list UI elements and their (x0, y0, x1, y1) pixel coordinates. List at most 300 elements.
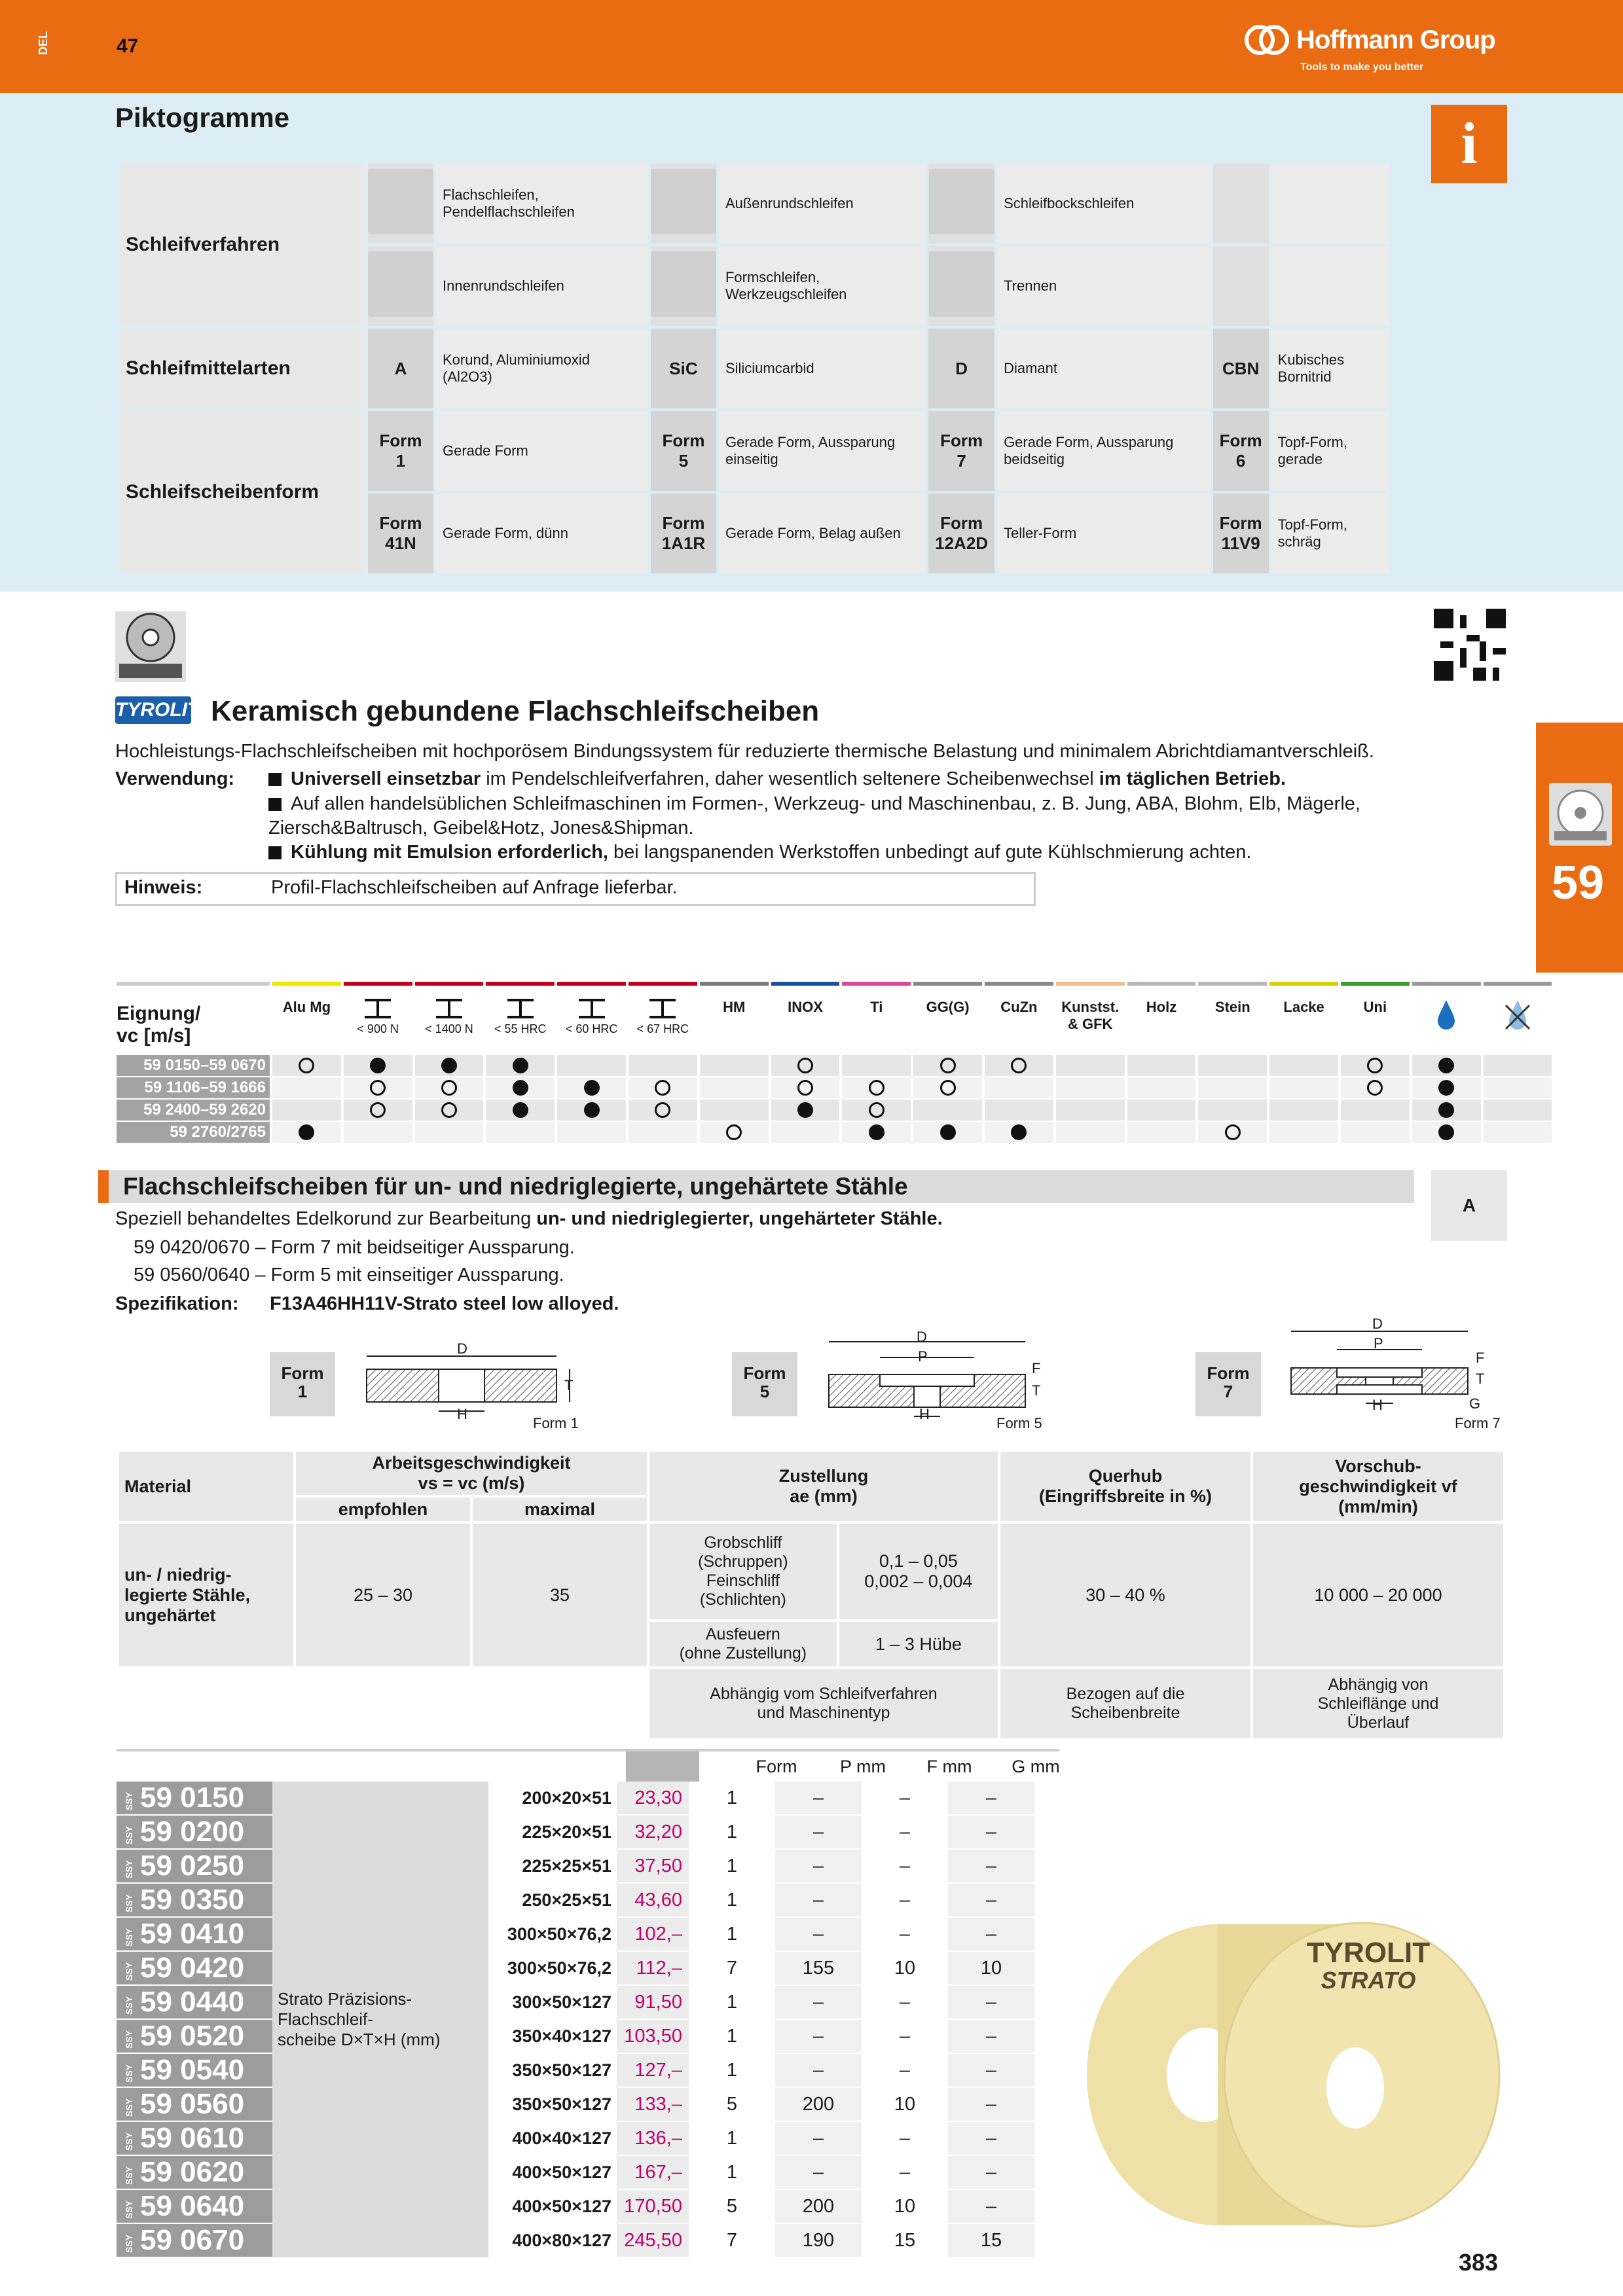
column-sub: < 1400 N (425, 1022, 473, 1035)
suitability-row (117, 1122, 1506, 1144)
suitability-cell (1056, 1077, 1125, 1098)
suitability-column (913, 982, 982, 1051)
suitability-cell (1198, 1055, 1267, 1076)
series-tag: SSY (124, 2234, 134, 2253)
suitability-row-label: 59 2400–59 2620 (117, 1100, 270, 1121)
suitability-cell (1269, 1055, 1338, 1076)
chapter-number: 47 (117, 35, 139, 57)
suitability-cell (1056, 1055, 1125, 1076)
bullet-icon (268, 798, 282, 811)
cell-text: Gerade Form, Aussparung beidseitig (996, 410, 1212, 492)
suitability-cell (842, 1122, 911, 1143)
series-tag: SSY (124, 2030, 134, 2049)
suitability-cell (1198, 1100, 1267, 1121)
cell-text: Gerade Form, Belag außen (718, 492, 927, 575)
suitability-cell (700, 1100, 769, 1121)
form-caption: Form 5 (996, 1415, 1042, 1431)
article-row[interactable] (117, 1883, 1034, 1917)
suitability-column (1412, 982, 1481, 1051)
brand-name: Hoffmann Group (1296, 25, 1495, 54)
cell-text: Außenrundschleifen (718, 162, 927, 245)
suitable-mark (1438, 1058, 1454, 1073)
suitable-mark (797, 1102, 813, 1118)
column-sub: < 900 N (357, 1022, 399, 1035)
suitability-cell (1484, 1100, 1552, 1121)
article-f: – (862, 2121, 948, 2155)
cell-text: Siliciumcarbid (718, 327, 927, 410)
suitability-row-label: 59 0150–59 0670 (117, 1055, 270, 1076)
suitability-cell (272, 1077, 341, 1098)
article-form: 1 (689, 2121, 775, 2155)
article-price: 102,– (617, 1917, 689, 1951)
suitability-cell (913, 1100, 982, 1121)
chapter-tab[interactable] (1536, 723, 1623, 973)
article-dimensions: 300×50×76,2 (488, 1917, 617, 1951)
suitable-mark (1438, 1102, 1454, 1118)
cell-text: Innenrundschleifen (435, 245, 649, 327)
article-dimensions: 225×20×51 (488, 1815, 617, 1849)
article-price: 170,50 (617, 2189, 689, 2223)
suitability-column (1198, 982, 1267, 1051)
column-name: CuZn (1000, 999, 1038, 1015)
dim-label: D (917, 1329, 927, 1345)
brand-logo-icon (1244, 24, 1290, 56)
article-price: 37,50 (617, 1849, 689, 1883)
article-number (117, 2155, 272, 2189)
article-row[interactable] (117, 1815, 1034, 1849)
form-code: Form 5 (649, 410, 718, 492)
article-f: 10 (862, 2087, 948, 2121)
partially-suitable-mark (1225, 1124, 1241, 1140)
article-col-header: F mm (926, 1757, 972, 1776)
suitability-row-label: 59 2760/2765 (117, 1122, 270, 1143)
dim-label: G (1469, 1395, 1481, 1412)
partially-suitable-mark (940, 1080, 956, 1096)
article-row[interactable] (117, 2053, 1034, 2087)
info-icon: i (1431, 105, 1507, 183)
brand-logo (1244, 24, 1495, 56)
price-header (626, 1751, 699, 1782)
parameter-table (117, 1449, 1506, 1741)
usage-bullet: Universell einsetzbar im Pendelschleifverfahren, daher wesentlich seltenere Scheibenwechsel im täglichen Betrieb. (268, 767, 1395, 791)
suitable-mark (940, 1124, 956, 1140)
suitability-cell (771, 1122, 840, 1143)
partially-suitable-mark (726, 1124, 742, 1140)
empty-icon (1212, 162, 1270, 245)
article-table (117, 1782, 1034, 2258)
series-tag: SSY (124, 2098, 134, 2117)
partially-suitable-mark (299, 1058, 314, 1073)
article-f: – (862, 1849, 948, 1883)
suitability-cell (1484, 1055, 1552, 1076)
suitable-mark (1438, 1080, 1454, 1096)
suitability-cell (1484, 1077, 1552, 1098)
suitability-cell (557, 1100, 626, 1121)
column-name: GG(G) (926, 999, 970, 1015)
column-sub: < 55 HRC (494, 1022, 547, 1035)
article-p: – (775, 1883, 862, 1917)
dim-label: P (1374, 1335, 1383, 1352)
form-code: Form 41N (367, 492, 435, 575)
suitability-cell (486, 1055, 555, 1076)
suitability-cell (629, 1122, 697, 1143)
language-code: DEL (37, 31, 50, 55)
row-label: Schleifscheibenform (118, 410, 367, 575)
article-number-text: 59 0410 (140, 1918, 245, 1950)
article-g: – (948, 2155, 1034, 2189)
article-price: 91,50 (617, 1985, 689, 2019)
series-tag: SSY (124, 1962, 134, 1981)
series-tag: SSY (124, 1792, 134, 1811)
suitable-mark (299, 1124, 314, 1140)
suitability-column (415, 982, 484, 1051)
article-dimensions: 200×20×51 (488, 1782, 617, 1815)
suitability-cell (985, 1055, 1053, 1076)
article-g: – (948, 1815, 1034, 1849)
form-grinding-icon (649, 245, 718, 327)
article-number-text: 59 0440 (140, 1986, 245, 2018)
article-number (117, 2087, 272, 2121)
suitable-mark (869, 1124, 884, 1140)
article-row[interactable] (117, 2121, 1034, 2155)
article-form: 7 (689, 1951, 775, 1985)
partially-suitable-mark (797, 1080, 813, 1096)
param-header: empfohlen (295, 1496, 471, 1522)
abrasive-badge: A (1431, 1170, 1507, 1241)
suitability-cell (1127, 1122, 1196, 1143)
article-number (117, 2019, 272, 2053)
partially-suitable-mark (655, 1102, 670, 1118)
suitable-mark (513, 1102, 528, 1118)
dry-grinding-icon (1484, 999, 1552, 1035)
form-5-diagram (822, 1329, 1058, 1427)
form-caption: Form 7 (1455, 1415, 1501, 1431)
hint-text: Profil-Flachschleifscheiben auf Anfrage lieferbar. (271, 877, 678, 898)
column-name: Ti (870, 999, 883, 1015)
article-top-rule (117, 1749, 1059, 1751)
article-number (117, 1815, 272, 1849)
article-dimensions: 300×50×76,2 (488, 1951, 617, 1985)
article-f: – (862, 2155, 948, 2189)
article-number-text: 59 0610 (140, 2122, 245, 2154)
partially-suitable-mark (869, 1080, 884, 1096)
suitable-mark (584, 1102, 600, 1118)
suitability-cell (1484, 1122, 1552, 1143)
cell-text: Topf-Form, schräg (1270, 492, 1391, 575)
suitability-column (1127, 982, 1196, 1051)
cell-text: Kubisches Bornitrid (1270, 327, 1391, 410)
article-price: 167,– (617, 2155, 689, 2189)
cell-text: Flachschleifen, Pendelflachschleifen (435, 162, 649, 245)
suitability-column (842, 982, 911, 1051)
suitability-cell (771, 1055, 840, 1076)
row-label: Schleifmittelarten (118, 327, 367, 410)
row-label: Schleifverfahren (118, 162, 367, 327)
suitability-cell (1341, 1100, 1410, 1121)
param-note: Abhängig von Schleiflänge und Überlauf (1252, 1668, 1504, 1740)
series-tag: SSY (124, 1928, 134, 1947)
article-number-text: 59 0350 (140, 1884, 245, 1916)
param-value: 35 (471, 1522, 648, 1668)
article-row[interactable] (117, 1917, 1034, 1951)
usage-label: Verwendung: (115, 768, 235, 789)
article-g: – (948, 2121, 1034, 2155)
abrasive-code: A (367, 327, 435, 410)
steel-beam-icon (344, 999, 412, 1022)
suitability-column (1056, 982, 1125, 1051)
article-dimensions: 400×80×127 (488, 2223, 617, 2257)
suitability-column (557, 982, 626, 1051)
dim-label: P (918, 1348, 928, 1365)
steel-beam-icon (415, 999, 484, 1022)
article-number-text: 59 0420 (140, 1952, 245, 1984)
article-p: – (775, 2155, 862, 2189)
article-g: 10 (948, 1951, 1034, 1985)
form-code: Form 7 (927, 410, 996, 492)
article-g: 15 (948, 2223, 1034, 2257)
suitable-mark (370, 1058, 386, 1073)
cell-text: Korund, Aluminiumoxid (Al2O3) (435, 327, 649, 410)
column-name: Lacke (1283, 999, 1324, 1015)
partially-suitable-mark (1011, 1058, 1027, 1073)
suitability-cell (1198, 1122, 1267, 1143)
column-name: Uni (1363, 999, 1387, 1015)
suitability-label-line: Eignung/ (117, 1003, 201, 1024)
suitability-label-line: vc [m/s] (117, 1025, 191, 1047)
cell-text: Topf-Form, gerade (1270, 410, 1391, 492)
article-dimensions: 400×40×127 (488, 2121, 617, 2155)
param-value: un- / niedrig- legierte Stähle, ungehärtet (118, 1522, 295, 1668)
steel-beam-icon (629, 999, 697, 1022)
empty-icon (1212, 245, 1270, 327)
suitable-mark (513, 1058, 528, 1073)
column-name: Alu Mg (282, 999, 331, 1015)
article-number-text: 59 0560 (140, 2088, 245, 2120)
suitability-cell (1198, 1077, 1267, 1098)
article-dimensions: 350×50×127 (488, 2087, 617, 2121)
suitability-cell (629, 1100, 697, 1121)
article-form: 1 (689, 1815, 775, 1849)
article-row[interactable] (117, 1951, 1034, 1985)
cutting-icon (927, 245, 996, 327)
suitability-cell (700, 1077, 769, 1098)
suitability-column (629, 982, 697, 1051)
suitability-cell (985, 1100, 1053, 1121)
article-row[interactable] (117, 2019, 1034, 2053)
article-p: 190 (775, 2223, 862, 2257)
suitability-cell (700, 1055, 769, 1076)
article-p: – (775, 1985, 862, 2019)
form-badge: Form 5 (732, 1352, 797, 1416)
form-badge: Form 1 (270, 1352, 335, 1416)
article-p: – (775, 1849, 862, 1883)
article-f: 15 (862, 2223, 948, 2257)
partially-suitable-mark (441, 1080, 457, 1096)
cell-text: Gerade Form, dünn (435, 492, 649, 575)
flat-grinding-icon (115, 611, 186, 682)
partially-suitable-mark (1367, 1058, 1383, 1073)
form-badge: Form 7 (1195, 1352, 1261, 1416)
usage-bullet: Kühlung mit Emulsion erforderlich, bei langspanenden Werkstoffen unbedingt auf gute Kühlschmierung achten. (268, 840, 1395, 865)
article-row[interactable] (117, 1985, 1034, 2019)
form-code: Form 1A1R (649, 492, 718, 575)
article-p: – (775, 2121, 862, 2155)
suitability-cell (272, 1055, 341, 1076)
suitability-column (985, 982, 1053, 1051)
suitability-cell (1341, 1122, 1410, 1143)
dim-label: T (1032, 1382, 1041, 1399)
article-number (117, 1917, 272, 1951)
abrasive-code: SiC (649, 327, 718, 410)
article-form: 1 (689, 1849, 775, 1883)
article-price: 32,20 (617, 1815, 689, 1849)
series-tag: SSY (124, 2166, 134, 2185)
article-form: 5 (689, 2189, 775, 2223)
qr-code-icon[interactable] (1434, 609, 1506, 681)
article-price: 103,50 (617, 2019, 689, 2053)
section-intro: Speziell behandeltes Edelkorund zur Bearbeitung un- und niedriglegierter, ungehärteter Stähle. (115, 1208, 943, 1229)
article-number (117, 1782, 272, 1815)
article-p: – (775, 2053, 862, 2087)
article-f: – (862, 1985, 948, 2019)
param-header: maximal (471, 1496, 648, 1522)
param-note: Abhängig vom Schleifverfahren und Maschinentyp (648, 1668, 999, 1740)
article-number-text: 59 0150 (140, 1782, 245, 1814)
hint-label: Hinweis: (124, 877, 203, 898)
article-number-text: 59 0620 (140, 2156, 245, 2188)
article-row[interactable] (117, 1782, 1034, 1815)
partially-suitable-mark (1367, 1080, 1383, 1096)
suitability-cell (1056, 1100, 1125, 1121)
article-g: – (948, 1883, 1034, 1917)
product-photo (1074, 1878, 1519, 2245)
suitability-cell (272, 1100, 341, 1121)
param-value: 25 – 30 (295, 1522, 471, 1668)
series-tag: SSY (124, 2132, 134, 2151)
dim-label: H (919, 1406, 930, 1422)
suitability-cell (629, 1055, 697, 1076)
param-header: Arbeitsgeschwindigkeit vs = vc (m/s) (295, 1450, 648, 1496)
param-value: 1 – 3 Hübe (838, 1621, 999, 1668)
article-dimensions: 225×25×51 (488, 1849, 617, 1883)
pictogram-title: Piktogramme (115, 102, 290, 133)
suitability-cell (985, 1122, 1053, 1143)
column-sub: < 60 HRC (565, 1022, 618, 1035)
suitability-cell (985, 1077, 1053, 1098)
suitability-cell (913, 1077, 982, 1098)
article-number-text: 59 0640 (140, 2190, 245, 2222)
dim-label: F (1032, 1360, 1041, 1376)
suitability-column (486, 982, 555, 1051)
article-price: 112,– (617, 1951, 689, 1985)
article-number (117, 2189, 272, 2223)
article-g: – (948, 1917, 1034, 1951)
article-dimensions: 400×50×127 (488, 2155, 617, 2189)
form-code: Form 11V9 (1212, 492, 1270, 575)
dim-label: T (1476, 1371, 1485, 1387)
article-price: 136,– (617, 2121, 689, 2155)
series-tag: SSY (124, 1826, 134, 1845)
suitability-cell (486, 1100, 555, 1121)
article-number (117, 1951, 272, 1985)
external-cylindrical-icon (649, 162, 718, 245)
article-row[interactable] (117, 2223, 1034, 2257)
suitable-mark (1011, 1124, 1027, 1140)
suitability-cell (771, 1100, 840, 1121)
form-code: Form 12A2D (927, 492, 996, 575)
article-dimensions: 250×25×51 (488, 1883, 617, 1917)
suitability-cell (1269, 1122, 1338, 1143)
suitability-cell (344, 1100, 412, 1121)
form-caption: Form 1 (533, 1415, 579, 1431)
form-code: Form 1 (367, 410, 435, 492)
article-row[interactable] (117, 2155, 1034, 2189)
column-name: Kunstst. & GFK (1061, 999, 1120, 1032)
article-f: – (862, 1782, 948, 1815)
param-value: 30 – 40 % (999, 1522, 1252, 1668)
article-g: – (948, 2053, 1034, 2087)
partially-suitable-mark (797, 1058, 813, 1073)
suitability-cell (1269, 1100, 1338, 1121)
article-g: – (948, 2019, 1034, 2053)
article-row[interactable] (117, 2087, 1034, 2121)
article-g: – (948, 2087, 1034, 2121)
cell-text: Teller-Form (996, 492, 1212, 575)
bench-grinding-icon (927, 162, 996, 245)
page-number: 383 (1459, 2249, 1499, 2276)
suitability-cell (557, 1077, 626, 1098)
internal-grinding-icon (367, 245, 435, 327)
suitable-mark (513, 1080, 528, 1096)
suitability-cell (1056, 1122, 1125, 1143)
suitability-cell (272, 1122, 341, 1143)
suitability-row-label: 59 1106–59 1666 (117, 1077, 270, 1098)
article-row[interactable] (117, 2189, 1034, 2223)
dim-label: F (1476, 1350, 1485, 1366)
form-1-diagram (360, 1340, 596, 1426)
article-price: 23,30 (617, 1782, 689, 1815)
article-g: – (948, 2189, 1034, 2223)
article-price: 133,– (617, 2087, 689, 2121)
suitability-cell (913, 1122, 982, 1143)
article-price: 245,50 (617, 2223, 689, 2257)
suitability-cell (1127, 1077, 1196, 1098)
bullet-icon (268, 773, 282, 786)
cell-text: Gerade Form (435, 410, 649, 492)
series-tag: SSY (124, 2200, 134, 2219)
suitability-cell (1412, 1055, 1481, 1076)
article-number-text: 59 0670 (140, 2224, 245, 2256)
article-number (117, 1985, 272, 2019)
suitability-cell (1412, 1100, 1481, 1121)
article-number (117, 1849, 272, 1883)
suitability-cell (486, 1122, 555, 1143)
article-form: 5 (689, 2087, 775, 2121)
article-f: 10 (862, 1951, 948, 1985)
article-p: – (775, 1782, 862, 1815)
suitability-cell (415, 1100, 484, 1121)
param-header: Material (118, 1450, 295, 1522)
suitability-cell (842, 1100, 911, 1121)
suitability-cell (486, 1077, 555, 1098)
article-row[interactable] (117, 1849, 1034, 1883)
article-number (117, 2223, 272, 2257)
dim-label: D (1372, 1316, 1383, 1332)
article-col-header: G mm (1012, 1757, 1060, 1776)
suitability-cell (344, 1077, 412, 1098)
article-dimensions: 350×50×127 (488, 2053, 617, 2087)
article-g: – (948, 1782, 1034, 1815)
